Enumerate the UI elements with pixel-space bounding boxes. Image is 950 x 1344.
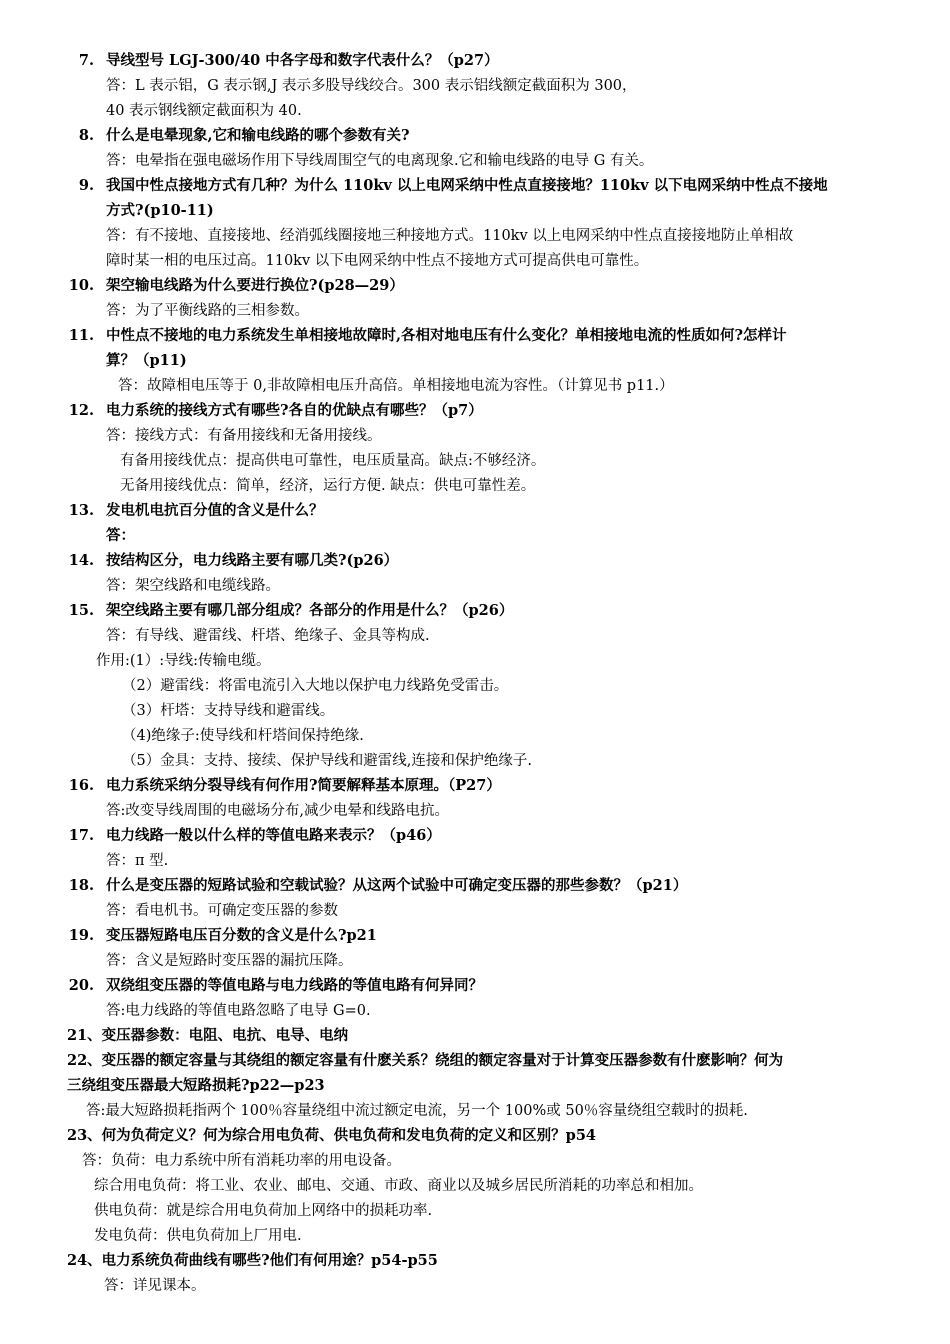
answer-text: 无备用接线优点：简单，经济，运行方便. 缺点：供电可靠性差。 xyxy=(120,478,536,494)
question-number: 7. xyxy=(78,52,94,69)
question-number: 12. xyxy=(68,402,94,419)
answer-text: （2）避雷线：将雷电流引入大地以保护电力线路免受雷击。 xyxy=(122,678,509,694)
question-text: 什么是电晕现象,它和输电线路的哪个参数有关? xyxy=(106,127,410,144)
question-number: 9. xyxy=(78,177,94,194)
answer-text: 发电负荷：供电负荷加上厂用电. xyxy=(94,1228,302,1244)
answer-text: 答：接线方式：有备用接线和无备用接线。 xyxy=(106,428,382,444)
question-number: 18. xyxy=(68,877,94,894)
answer-text: 答：故障相电压等于 0,非故障相电压升高倍。单相接地电流为容性。（计算见书 p11.） xyxy=(118,378,674,394)
question-text: 架空线路主要有哪几部分组成？各部分的作用是什么？（p26） xyxy=(106,602,514,619)
answer-text: 答：L 表示铝，G 表示钢,J 表示多股导线绞合。300 表示铝线额定截面积为 300， xyxy=(106,78,637,94)
question-text: 变压器短路电压百分数的含义是什么?p21 xyxy=(106,927,377,944)
answer-text: 答:最大短路损耗指两个 100％容量绕组中流过额定电流，另一个 100%或 50％容量绕组空载时的损耗. xyxy=(86,1103,748,1119)
question-number: 20. xyxy=(68,977,94,994)
answer-text: 供电负荷：就是综合用电负荷加上网络中的损耗功率. xyxy=(94,1203,433,1219)
question-text: 双绕组变压器的等值电路与电力线路的等值电路有何异同？ xyxy=(106,977,483,994)
question-number: 15. xyxy=(68,602,94,619)
question-number: 13. xyxy=(68,502,94,519)
question-text: 电力系统采纳分裂导线有何作用?简要解释基本原理。（P27） xyxy=(106,777,501,794)
answer-text: （4)绝缘子:使导线和杆塔间保持绝缘. xyxy=(122,728,364,744)
question-text: 24、电力系统负荷曲线有哪些?他们有何用途？p54-p55 xyxy=(67,1252,438,1269)
answer-text: 答：看电机书。可确定变压器的参数 xyxy=(106,903,338,919)
answer-text: 障时某一相的电压过高。110kv 以下电网采纳中性点不接地方式可提高供电可靠性。 xyxy=(106,253,649,269)
question-text: 21、变压器参数：电阻、电抗、电导、电纳 xyxy=(67,1027,349,1044)
question-number: 14. xyxy=(68,552,94,569)
question-text: 电力系统的接线方式有哪些?各自的优缺点有哪些？（p7） xyxy=(106,402,483,419)
answer-text: （5）金具：支持、接续、保护导线和避雷线,连接和保护绝缘子. xyxy=(122,753,532,769)
question-text: 电力线路一般以什么样的等值电路来表示？（p46） xyxy=(106,827,441,844)
question-text: 我国中性点接地方式有几种？为什么 110kv 以上电网采纳中性点直接接地？110kv 以下电网采纳中性点不接地 xyxy=(106,177,828,194)
answer-text: 答：电晕指在强电磁场作用下导线周围空气的电离现象.它和输电线路的电导 G 有关。 xyxy=(106,153,654,169)
question-text: 什么是变压器的短路试验和空载试验？从这两个试验中可确定变压器的那些参数？（p21） xyxy=(106,877,688,894)
question-text: 导线型号 LGJ-300/40 中各字母和数字代表什么？（p27） xyxy=(106,52,499,69)
question-number: 16. xyxy=(68,777,94,794)
answer-text: 答：含义是短路时变压器的漏抗压降。 xyxy=(106,953,353,969)
answer-text: 答：有导线、避雷线、杆塔、绝缘子、金具等构成. xyxy=(106,628,430,644)
question-number: 8. xyxy=(78,127,94,144)
question-text: 架空输电线路为什么要进行换位?(p28—29） xyxy=(106,277,404,294)
answer-text: 综合用电负荷：将工业、农业、邮电、交通、市政、商业以及城乡居民所消耗的功率总和相加。 xyxy=(94,1178,703,1194)
answer-text: 答:电力线路的等值电路忽略了电导 G=0. xyxy=(106,1003,371,1019)
question-text: 方式?(p10-11) xyxy=(106,202,214,219)
question-text: 中性点不接地的电力系统发生单相接地故障时,各相对地电压有什么变化？单相接地电流的性质如何?怎样计 xyxy=(106,327,787,344)
answer-text: 答：负荷：电力系统中所有消耗功率的用电设备。 xyxy=(82,1153,401,1169)
answer-text: 答： xyxy=(106,527,135,544)
question-number: 17. xyxy=(68,827,94,844)
question-number: 11. xyxy=(68,327,94,344)
question-number: 19. xyxy=(68,927,94,944)
question-text: 发电机电抗百分值的含义是什么？ xyxy=(106,502,324,519)
answer-text: 答：为了平衡线路的三相参数。 xyxy=(106,303,309,319)
answer-text: 40 表示钢线额定截面积为 40. xyxy=(106,103,302,119)
question-text: 三绕组变压器最大短路损耗?p22—p23 xyxy=(67,1077,325,1094)
answer-text: 答：π 型. xyxy=(106,853,169,869)
question-text: 22、变压器的额定容量与其绕组的额定容量有什麽关系？绕组的额定容量对于计算变压器参数有什麽影响？何为 xyxy=(67,1052,784,1069)
answer-text: 有备用接线优点：提高供电可靠性，电压质量高。缺点:不够经济。 xyxy=(120,453,546,469)
answer-text: 答：详见课本。 xyxy=(104,1278,206,1294)
question-text: 23、何为负荷定义？何为综合用电负荷、供电负荷和发电负荷的定义和区别？p54 xyxy=(67,1127,596,1144)
answer-text: （3）杆塔：支持导线和避雷线。 xyxy=(122,703,335,719)
question-number: 10. xyxy=(68,277,94,294)
answer-text: 作用:(1）:导线:传输电缆。 xyxy=(96,653,271,669)
answer-text: 答：有不接地、直接接地、经消弧线圈接地三种接地方式。110kv 以上电网采纳中性点直接接地防止单相故 xyxy=(106,228,794,244)
answer-text: 答：架空线路和电缆线路。 xyxy=(106,578,280,594)
question-text: 按结构区分，电力线路主要有哪几类?(p26） xyxy=(106,552,399,569)
answer-text: 答:改变导线周围的电磁场分布,减少电晕和线路电抗。 xyxy=(106,803,449,819)
question-text: 算？（p11) xyxy=(106,352,187,369)
